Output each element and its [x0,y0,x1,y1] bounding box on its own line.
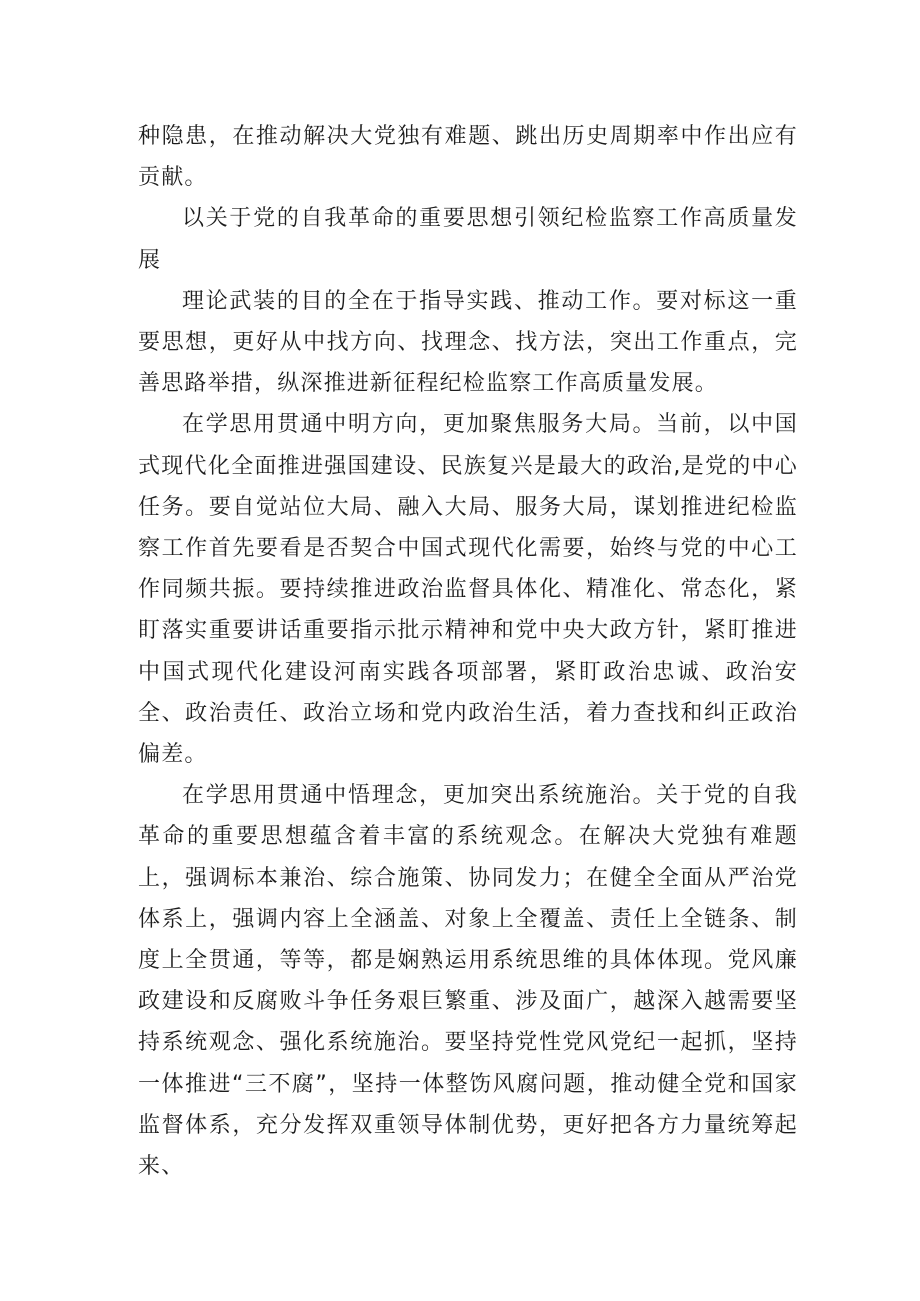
paragraph-direction: 在学思用贯通中明方向，更加聚焦服务大局。当前，以中国式现代化全面推进强国建设、民族复兴是最大的政治,是党的中心任务。要自觉站位大局、融入大局、服务大局，谋划推进纪检监察工作首先要看是否契合中国式现代化需要，始终与党的中心工作同频共振。要持续推进政治监督具体化、精准化、常态化，紧盯落实重要讲话重要指示批示精神和党中央大政方针，紧盯推进中国式现代化建设河南实践各项部署，紧盯政治忠诚、政治安全、政治责任、政治立场和党内政治生活，着力查找和纠正政治偏差。 [138,412,798,768]
paragraph-continuation: 种隐患，在推动解决大党独有难题、跳出历史周期率中作出应有贡献。 [138,124,798,191]
paragraph-intro: 理论武装的目的全在于指导实践、推动工作。要对标这一重要思想，更好从中找方向、找理念、找方法，突出工作重点，完善思路举措，纵深推进新征程纪检监察工作高质量发展。 [138,288,798,397]
document-body [138,116,798,1187]
paragraph-concept: 在学思用贯通中悟理念，更加突出系统施治。关于党的自我革命的重要思想蕴含着丰富的系统观念。在解决大党独有难题上，强调标本兼治、综合施策、协同发力；在健全全面从严治党体系上，强调内容上全涵盖、对象上全覆盖、责任上全链条、制度上全贯通，等等，都是娴熟运用系统思维的具体体现。党风廉政建设和反腐败斗争任务艰巨繁重、涉及面广，越深入越需要坚持系统观念、强化系统施治。要坚持党性党风党纪一起抓，坚持一体推进“三不腐”，坚持一体整饬风腐问题，推动健全党和国家监督体系，充分发挥双重领导体制优势，更好把各方力量统筹起来、 [138,783,798,1180]
section-heading: 以关于党的自我革命的重要思想引领纪检监察工作高质量发展 [138,206,798,273]
